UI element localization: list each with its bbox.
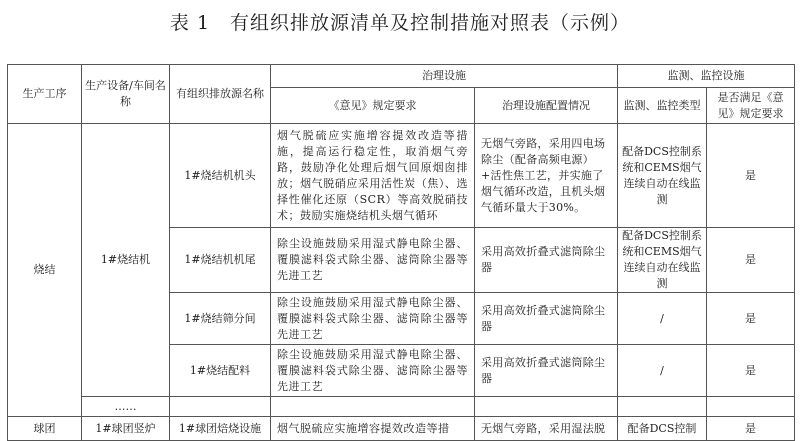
cell-source: 1#烧结筛分间 <box>170 293 271 345</box>
cell-monitor: 配备DCS控制系统和CEMS烟气连续自动在线监测 <box>618 228 707 293</box>
header-process: 生产工序 <box>8 65 82 124</box>
table-row <box>8 417 795 441</box>
header-source: 有组织排放源名称 <box>170 65 271 124</box>
header-meets-requirement: 是否满足《意见》规定要求 <box>707 88 795 124</box>
emission-source-table <box>7 64 795 441</box>
cell-meets: 是 <box>707 124 795 228</box>
cell-source: 1#烧结机机尾 <box>170 228 271 293</box>
cell-empty <box>170 397 271 417</box>
header-equipment: 生产设备/车间名称 <box>82 65 170 124</box>
cell-empty <box>618 397 707 417</box>
cell-meets: 是 <box>707 345 795 397</box>
table-row <box>8 397 795 417</box>
cell-process-sintering: 烧结 <box>8 124 82 417</box>
cell-monitor: / <box>618 293 707 345</box>
cell-requirement: 烟气脱硫应实施增容提效改造等措施，提高运行稳定性，取消烟气旁路，鼓励净化处理后烟气回原烟囱排放；烟气脱硝应采用活性炭（焦）、选择性催化还原（SCR）等高效脱硝技术；鼓励实施烧结机头烟气循环 <box>271 124 475 228</box>
cell-requirement: 除尘设施鼓励采用湿式静电除尘器、覆膜滤料袋式除尘器、滤筒除尘器等先进工艺 <box>271 228 475 293</box>
table-row <box>8 124 795 228</box>
cell-empty <box>707 397 795 417</box>
cell-meets: 是 <box>707 228 795 293</box>
header-monitor-type: 监测、监控类型 <box>618 88 707 124</box>
cell-config: 无烟气旁路，采用湿法脱 <box>475 417 618 441</box>
cell-monitor: 配备DCS控制 <box>618 417 707 441</box>
cell-requirement: 烟气脱硫应实施增容提效改造等措 <box>271 417 475 441</box>
cell-config: 采用高效折叠式滤筒除尘器 <box>475 228 618 293</box>
cell-meets: 是 <box>707 293 795 345</box>
header-monitoring: 监测、监控设施 <box>618 65 795 88</box>
header-treatment-config: 治理设施配置情况 <box>475 88 618 124</box>
cell-equipment-pellet: 1#球团竖炉 <box>82 417 170 441</box>
cell-meets: 是 <box>707 417 795 441</box>
cell-empty <box>271 397 475 417</box>
cell-equipment-sintering: 1#烧结机 <box>82 124 170 397</box>
cell-empty <box>475 397 618 417</box>
cell-config: 采用高效折叠式滤筒除尘器 <box>475 293 618 345</box>
cell-source: 1#烧结机机头 <box>170 124 271 228</box>
cell-config: 无烟气旁路，采用四电场除尘（配备高频电源）+活性焦工艺，并实施了烟气循环改造，且机头烟气循环量大于30%。 <box>475 124 618 228</box>
cell-source: 1#球团焙烧设施 <box>170 417 271 441</box>
cell-requirement: 除尘设施鼓励采用湿式静电除尘器、覆膜滤料袋式除尘器、滤筒除尘器等先进工艺 <box>271 293 475 345</box>
cell-process-pellet: 球团 <box>8 417 82 441</box>
cell-ellipsis: …… <box>82 397 170 417</box>
cell-source: 1#烧结配料 <box>170 345 271 397</box>
header-row-1 <box>8 65 795 88</box>
header-treatment: 治理设施 <box>271 65 618 88</box>
table-title: 表 1 有组织排放源清单及控制措施对照表（示例） <box>169 12 631 34</box>
cell-config: 采用高效折叠式滤筒除尘器 <box>475 345 618 397</box>
cell-monitor: / <box>618 345 707 397</box>
cell-monitor: 配备DCS控制系统和CEMS烟气连续自动在线监测 <box>618 124 707 228</box>
header-opinion-requirement: 《意见》规定要求 <box>271 88 475 124</box>
cell-requirement: 除尘设施鼓励采用湿式静电除尘器、覆膜滤料袋式除尘器、滤筒除尘器等先进工艺 <box>271 345 475 397</box>
